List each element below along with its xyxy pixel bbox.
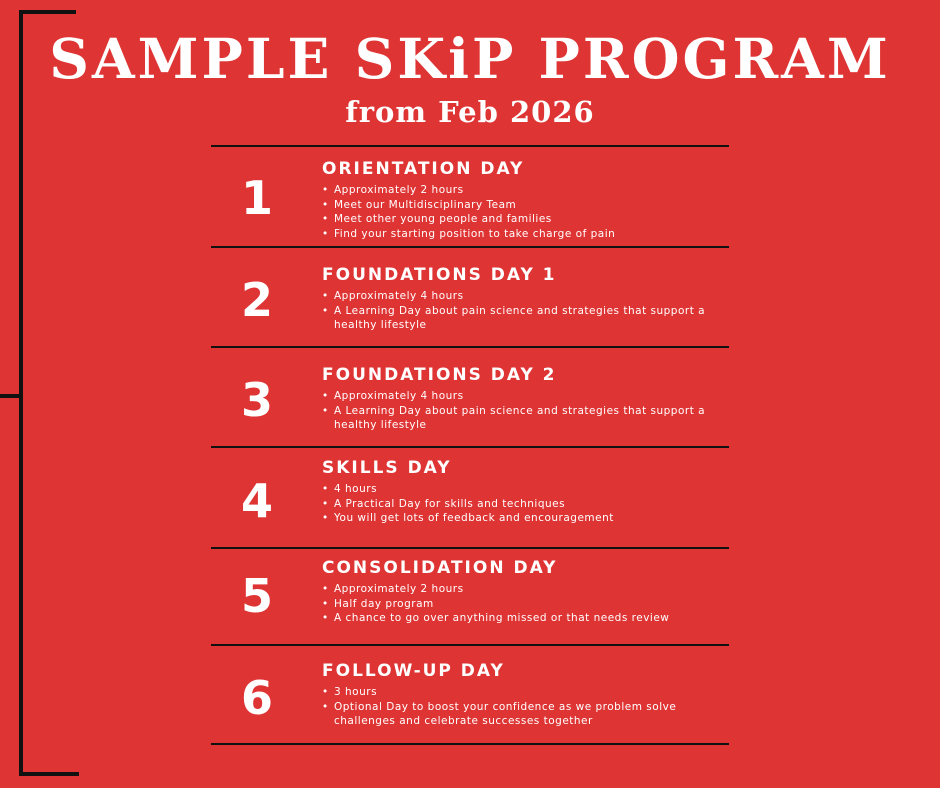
day-content (322, 159, 727, 241)
day-bullet: • A Learning Day about pain science and strategies that support a healthy lifestyle (322, 404, 727, 433)
day-heading: FOUNDATIONS DAY 2 (322, 365, 557, 385)
bracket-middle-tick (0, 394, 21, 398)
day-content (322, 265, 727, 333)
day-bullet: • Optional Day to boost your confidence as we problem solve challenges and celebrate successes together (322, 700, 727, 729)
day-heading: ORIENTATION DAY (322, 159, 525, 179)
day-bullet: • Approximately 4 hours (322, 389, 727, 404)
day-bullet: • Approximately 2 hours (322, 183, 727, 198)
day-bullet: • You will get lots of feedback and encouragement (322, 511, 727, 526)
page-title: SAMPLE SKiP PROGRAM (49, 26, 891, 91)
day-bullet: • Approximately 2 hours (322, 582, 727, 597)
day-number: 4 (240, 474, 273, 528)
program-day-row (211, 644, 729, 745)
day-bullet: • Meet other young people and families (322, 212, 727, 227)
page-subtitle: from Feb 2026 (345, 95, 595, 129)
day-bullet: • A Practical Day for skills and techniques (322, 497, 727, 512)
program-day-row (211, 346, 729, 446)
day-bullet: • 4 hours (322, 482, 727, 497)
program-day-row (211, 145, 729, 246)
day-bullet-list (322, 482, 727, 526)
day-heading: SKILLS DAY (322, 458, 452, 478)
day-bullet-list (322, 582, 727, 626)
day-heading: FOLLOW-UP DAY (322, 661, 505, 681)
day-bullet: • Approximately 4 hours (322, 289, 727, 304)
day-bullet-list (322, 289, 727, 333)
day-content (322, 661, 727, 729)
bracket-top-line (19, 10, 76, 14)
program-day-row (211, 246, 729, 346)
day-content (322, 365, 727, 433)
day-bullet: • Meet our Multidisciplinary Team (322, 198, 727, 213)
day-bullet-list (322, 389, 727, 433)
day-number: 1 (240, 171, 273, 225)
day-bullet: • Find your starting position to take charge of pain (322, 227, 727, 242)
day-heading: CONSOLIDATION DAY (322, 558, 558, 578)
program-day-row (211, 446, 729, 547)
day-heading: FOUNDATIONS DAY 1 (322, 265, 557, 285)
bracket-bottom-line (19, 772, 79, 776)
day-bullet: • A chance to go over anything missed or that needs review (322, 611, 727, 626)
day-number: 3 (240, 373, 273, 427)
day-number: 5 (240, 569, 273, 623)
day-content (322, 558, 727, 626)
day-number: 6 (240, 671, 273, 725)
day-bullet-list (322, 183, 727, 241)
day-bullet: • 3 hours (322, 685, 727, 700)
program-day-row (211, 547, 729, 644)
day-bullet-list (322, 685, 727, 729)
day-bullet: • A Learning Day about pain science and strategies that support a healthy lifestyle (322, 304, 727, 333)
day-content (322, 458, 727, 526)
day-bullet: • Half day program (322, 597, 727, 612)
day-number: 2 (240, 273, 273, 327)
